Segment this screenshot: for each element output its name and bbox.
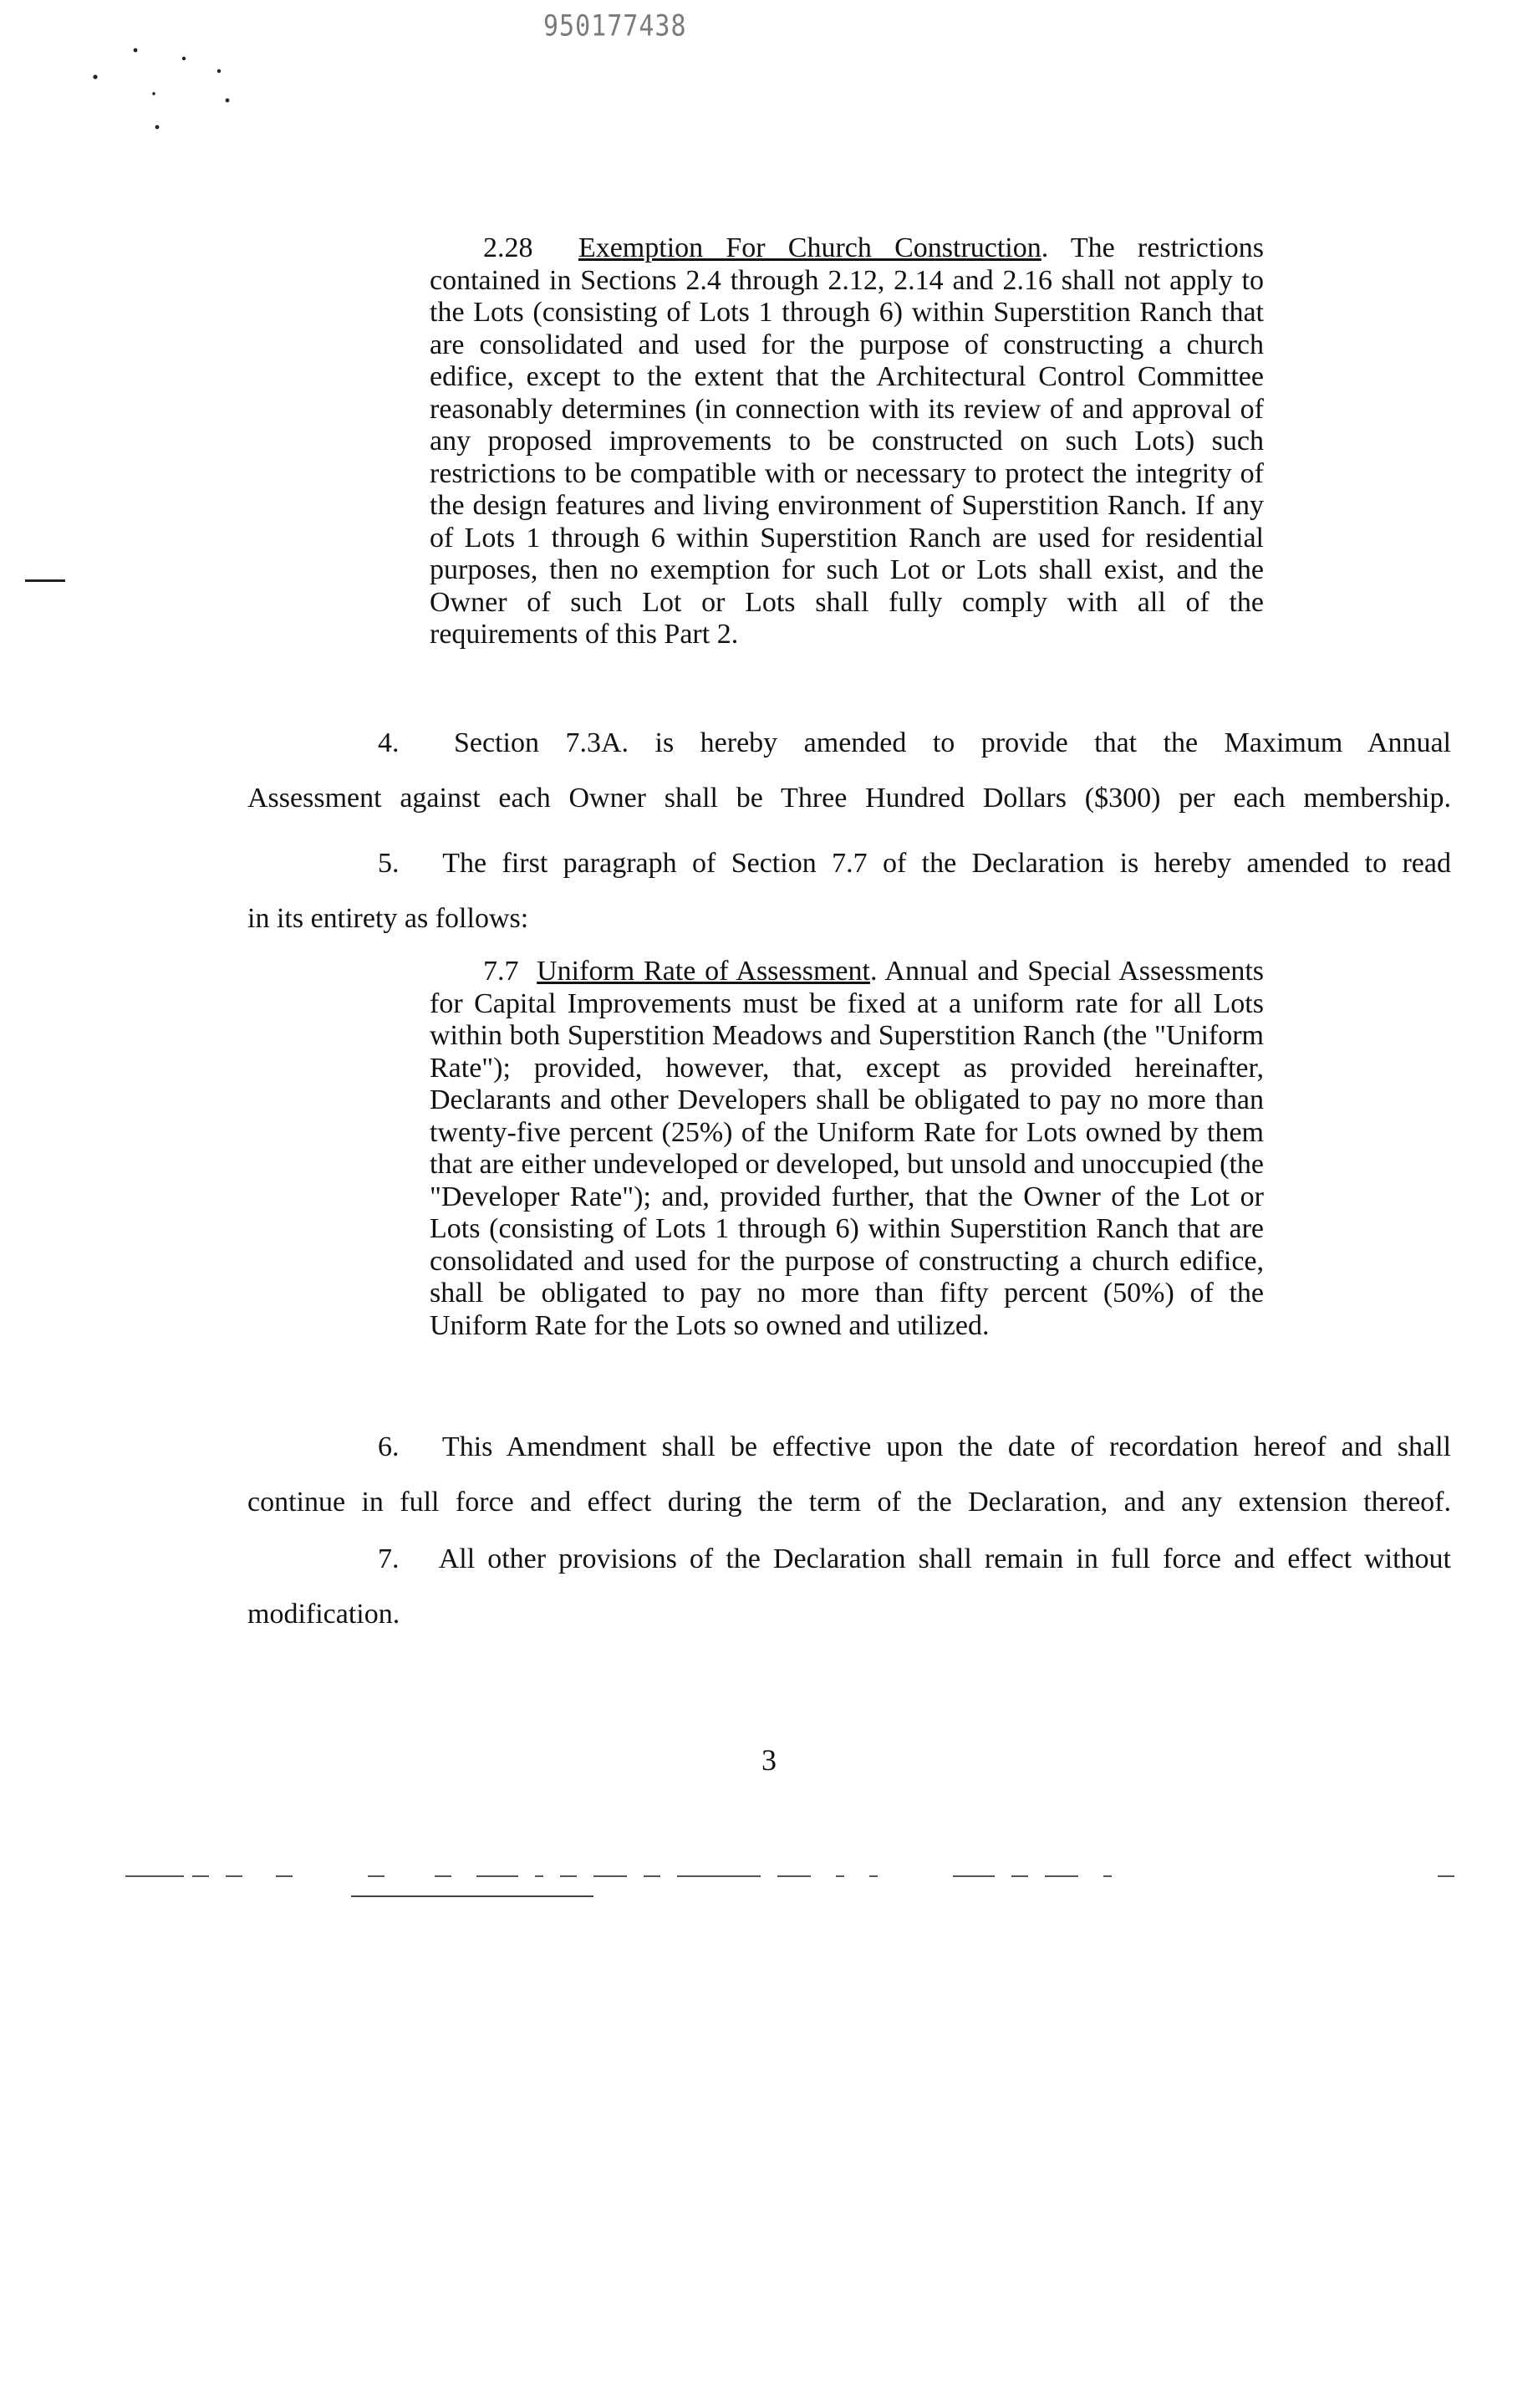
paragraph-first-line: 4. Section 7.3A. is hereby amended to provide that the Maximum Annual	[378, 727, 1451, 758]
paragraph-7	[247, 1543, 1451, 1630]
paragraph-first-line: 7. All other provisions of the Declaration shall remain in full force and effect without	[378, 1543, 1451, 1574]
section-title: Exemption For Church Construction	[578, 232, 1041, 263]
page-number: 3	[761, 1743, 777, 1777]
scan-artifact-line	[125, 1873, 1454, 1880]
paragraph-first-line: 5. The first paragraph of Section 7.7 of the Declaration is hereby amended to read	[378, 848, 1451, 879]
paragraph-6	[247, 1431, 1451, 1518]
recording-stamp: 950177438	[543, 9, 687, 43]
paragraph-first-line: 6. This Amendment shall be effective upon the date of recordation hereof and shall	[378, 1431, 1451, 1462]
section-body: . The restrictions contained in Sections 2.4 through 2.12, 2.14 and 2.16 shall not apply to the Lots (consisting of Lots 1 through 6) within Superstition Ranch that are consolidated and used for the purpose of constructing a church edifice, except to the extent that the Architectural Control Committee reasonably determines (in connection with its review of and approval of any proposed improvements to be constructed on such Lots) such restrictions to be compatible with or necessary to protect the integrity of the design features and living environment of Superstition Ranch. If any of Lots 1 through 6 within Superstition Ranch are used for residential purposes, then no exemption for such Lot or Lots shall exist, and the Owner of such Lot or Lots shall fully comply with all of the requirements of this Part 2.	[430, 232, 1265, 650]
paragraph-continuation: continue in full force and effect during the term of the Declaration, and any extension thereof.	[247, 1487, 1451, 1518]
scan-specks	[84, 33, 251, 150]
paragraph-continuation: Assessment against each Owner shall be Three Hundred Dollars ($300) per each membership.	[247, 783, 1451, 814]
paragraph-4	[247, 727, 1451, 814]
section-2-28	[430, 232, 1264, 651]
paragraph-5	[247, 848, 1451, 935]
section-body: . Annual and Special Assessments for Capital Improvements must be fixed at a uniform rate for all Lots within both Superstition Meadows and Superstition Ranch (the "Uniform Rate"); provided, however, that, except as provided hereinafter, Declarants and other Developers shall be obligated to pay no more than twenty-five percent (25%) of the Uniform Rate for Lots owned by them that are either undeveloped or developed, but unsold and unoccupied (the "Developer Rate"); and, provided further, that the Owner of the Lot or Lots (consisting of Lots 1 through 6) within Superstition Ranch that are consolidated and used for the purpose of constructing a church edifice, shall be obligated to pay no more than fifty percent (50%) of the Uniform Rate for the Lots so owned and utilized.	[430, 956, 1265, 1341]
horizontal-rule	[351, 1895, 593, 1897]
section-title: Uniform Rate of Assessment	[537, 956, 870, 987]
paragraph-continuation: in its entirety as follows:	[247, 903, 529, 934]
section-number: 2.28	[483, 232, 533, 263]
paragraph-continuation: modification.	[247, 1599, 400, 1630]
margin-dash-mark	[25, 579, 65, 582]
section-number: 7.7	[483, 956, 519, 987]
section-7-7	[430, 956, 1264, 1342]
